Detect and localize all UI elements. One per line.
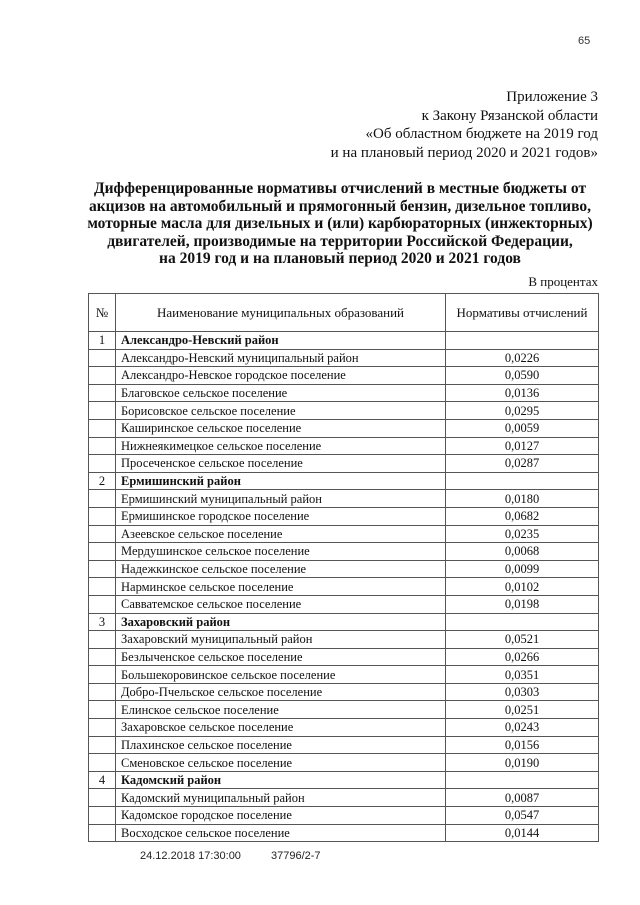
cell-number (89, 701, 116, 719)
cell-number (89, 490, 116, 508)
table-row (89, 490, 599, 508)
cell-number (89, 507, 116, 525)
district-row (89, 771, 599, 789)
unit-label: В процентах (528, 274, 598, 289)
cell-name: Савватемское сельское поселение (116, 595, 446, 613)
table-row (89, 525, 599, 543)
appendix-line: и на плановый период 2020 и 2021 годов» (330, 144, 598, 161)
appendix-line: «Об областном бюджете на 2019 год (365, 126, 598, 142)
table-row (89, 789, 599, 807)
title-line: на 2019 год и на плановый период 2020 и 2021 годов (159, 250, 521, 267)
cell-number (89, 367, 116, 385)
cell-name: Захаровский район (116, 613, 446, 631)
footer-doc-id: 37796/2-7 (271, 850, 321, 862)
cell-number (89, 402, 116, 420)
header-number: № (89, 294, 116, 332)
cell-value: 0,0099 (446, 560, 599, 578)
table-row (89, 648, 599, 666)
cell-number: 4 (89, 771, 116, 789)
table-row (89, 384, 599, 402)
cell-value: 0,0295 (446, 402, 599, 420)
cell-name: Кадомский муниципальный район (116, 789, 446, 807)
cell-number (89, 437, 116, 455)
cell-value: 0,0303 (446, 683, 599, 701)
header-value: Нормативы отчислений (446, 294, 599, 332)
cell-name: Борисовское сельское поселение (116, 402, 446, 420)
cell-number (89, 754, 116, 772)
cell-number (89, 560, 116, 578)
title-line: двигателей, производимые на территории Российской Федерации, (107, 232, 573, 250)
table-row (89, 701, 599, 719)
district-row (89, 332, 599, 350)
table-row (89, 419, 599, 437)
cell-value (446, 771, 599, 789)
cell-number (89, 595, 116, 613)
cell-value: 0,0136 (446, 384, 599, 402)
cell-number (89, 419, 116, 437)
cell-number (89, 807, 116, 825)
footer-timestamp: 24.12.2018 17:30:00 (140, 850, 241, 862)
appendix-line: Приложение 3 (506, 89, 598, 105)
cell-name: Захаровское сельское поселение (116, 719, 446, 737)
cell-value (446, 332, 599, 350)
document-title (70, 180, 610, 268)
cell-value: 0,0521 (446, 631, 599, 649)
district-row (89, 613, 599, 631)
cell-number (89, 631, 116, 649)
page-number: 65 (578, 35, 591, 47)
cell-value: 0,0144 (446, 824, 599, 842)
cell-value (446, 472, 599, 490)
table-row (89, 437, 599, 455)
cell-value: 0,0266 (446, 648, 599, 666)
cell-number (89, 455, 116, 473)
cell-number (89, 578, 116, 596)
table-row (89, 824, 599, 842)
table-row (89, 719, 599, 737)
cell-name: Азеевское сельское поселение (116, 525, 446, 543)
header-name: Наименование муниципальных образований (116, 294, 446, 332)
table-row (89, 455, 599, 473)
appendix-header (331, 88, 598, 162)
cell-name: Каширинское сельское поселение (116, 419, 446, 437)
table-row (89, 807, 599, 825)
cell-value: 0,0251 (446, 701, 599, 719)
cell-number (89, 736, 116, 754)
cell-number (89, 666, 116, 684)
cell-name: Захаровский муниципальный район (116, 631, 446, 649)
table-row (89, 754, 599, 772)
cell-value: 0,0547 (446, 807, 599, 825)
cell-value: 0,0235 (446, 525, 599, 543)
cell-name: Ермишинский муниципальный район (116, 490, 446, 508)
table-row (89, 736, 599, 754)
cell-name: Благовское сельское поселение (116, 384, 446, 402)
district-row (89, 472, 599, 490)
cell-number (89, 789, 116, 807)
cell-number: 3 (89, 613, 116, 631)
table-row (89, 595, 599, 613)
cell-number (89, 719, 116, 737)
table-row (89, 560, 599, 578)
cell-value: 0,0087 (446, 789, 599, 807)
table-header-row (89, 294, 599, 332)
cell-name: Восходское сельское поселение (116, 824, 446, 842)
cell-value: 0,0682 (446, 507, 599, 525)
cell-name: Ермишинский район (116, 472, 446, 490)
cell-number (89, 648, 116, 666)
cell-value: 0,0287 (446, 455, 599, 473)
appendix-line: к Закону Рязанской области (421, 107, 598, 124)
cell-number (89, 824, 116, 842)
cell-value: 0,0198 (446, 595, 599, 613)
cell-name: Сменовское сельское поселение (116, 754, 446, 772)
table-row (89, 683, 599, 701)
table-row (89, 349, 599, 367)
cell-number: 2 (89, 472, 116, 490)
cell-name: Мердушинское сельское поселение (116, 543, 446, 561)
cell-name: Александро-Невское городское поселение (116, 367, 446, 385)
cell-name: Ермишинское городское поселение (116, 507, 446, 525)
cell-value (446, 613, 599, 631)
table-row (89, 631, 599, 649)
cell-value: 0,0059 (446, 419, 599, 437)
cell-name: Большекоровинское сельское поселение (116, 666, 446, 684)
cell-name: Александро-Невский район (116, 332, 446, 350)
table-row (89, 367, 599, 385)
cell-value: 0,0351 (446, 666, 599, 684)
cell-name: Кадомское городское поселение (116, 807, 446, 825)
cell-value: 0,0068 (446, 543, 599, 561)
cell-number (89, 384, 116, 402)
cell-name: Елинское сельское поселение (116, 701, 446, 719)
cell-value: 0,0190 (446, 754, 599, 772)
table-row (89, 543, 599, 561)
cell-name: Добро-Пчельское сельское поселение (116, 683, 446, 701)
title-line: акцизов на автомобильный и прямогонный бензин, дизельное топливо, (89, 197, 591, 215)
cell-name: Александро-Невский муниципальный район (116, 349, 446, 367)
cell-number (89, 683, 116, 701)
cell-value: 0,0226 (446, 349, 599, 367)
cell-value: 0,0127 (446, 437, 599, 455)
table-row (89, 666, 599, 684)
cell-name: Нарминское сельское поселение (116, 578, 446, 596)
title-line: моторные масла для дизельных и (или) карбюраторных (инжекторных) (87, 215, 593, 232)
cell-name: Просеченское сельское поселение (116, 455, 446, 473)
title-line: Дифференцированные нормативы отчислений в местные бюджеты от (93, 180, 587, 197)
cell-value: 0,0243 (446, 719, 599, 737)
cell-name: Надежкинское сельское поселение (116, 560, 446, 578)
cell-value: 0,0156 (446, 736, 599, 754)
cell-number (89, 543, 116, 561)
table-row (89, 578, 599, 596)
cell-value: 0,0102 (446, 578, 599, 596)
cell-number (89, 525, 116, 543)
norms-table (88, 293, 599, 842)
table-row (89, 402, 599, 420)
cell-name: Нижнеякимецкое сельское поселение (116, 437, 446, 455)
cell-number (89, 349, 116, 367)
cell-value: 0,0180 (446, 490, 599, 508)
cell-name: Безлыченское сельское поселение (116, 648, 446, 666)
cell-name: Плахинское сельское поселение (116, 736, 446, 754)
cell-name: Кадомский район (116, 771, 446, 789)
cell-value: 0,0590 (446, 367, 599, 385)
cell-number: 1 (89, 332, 116, 350)
table-row (89, 507, 599, 525)
